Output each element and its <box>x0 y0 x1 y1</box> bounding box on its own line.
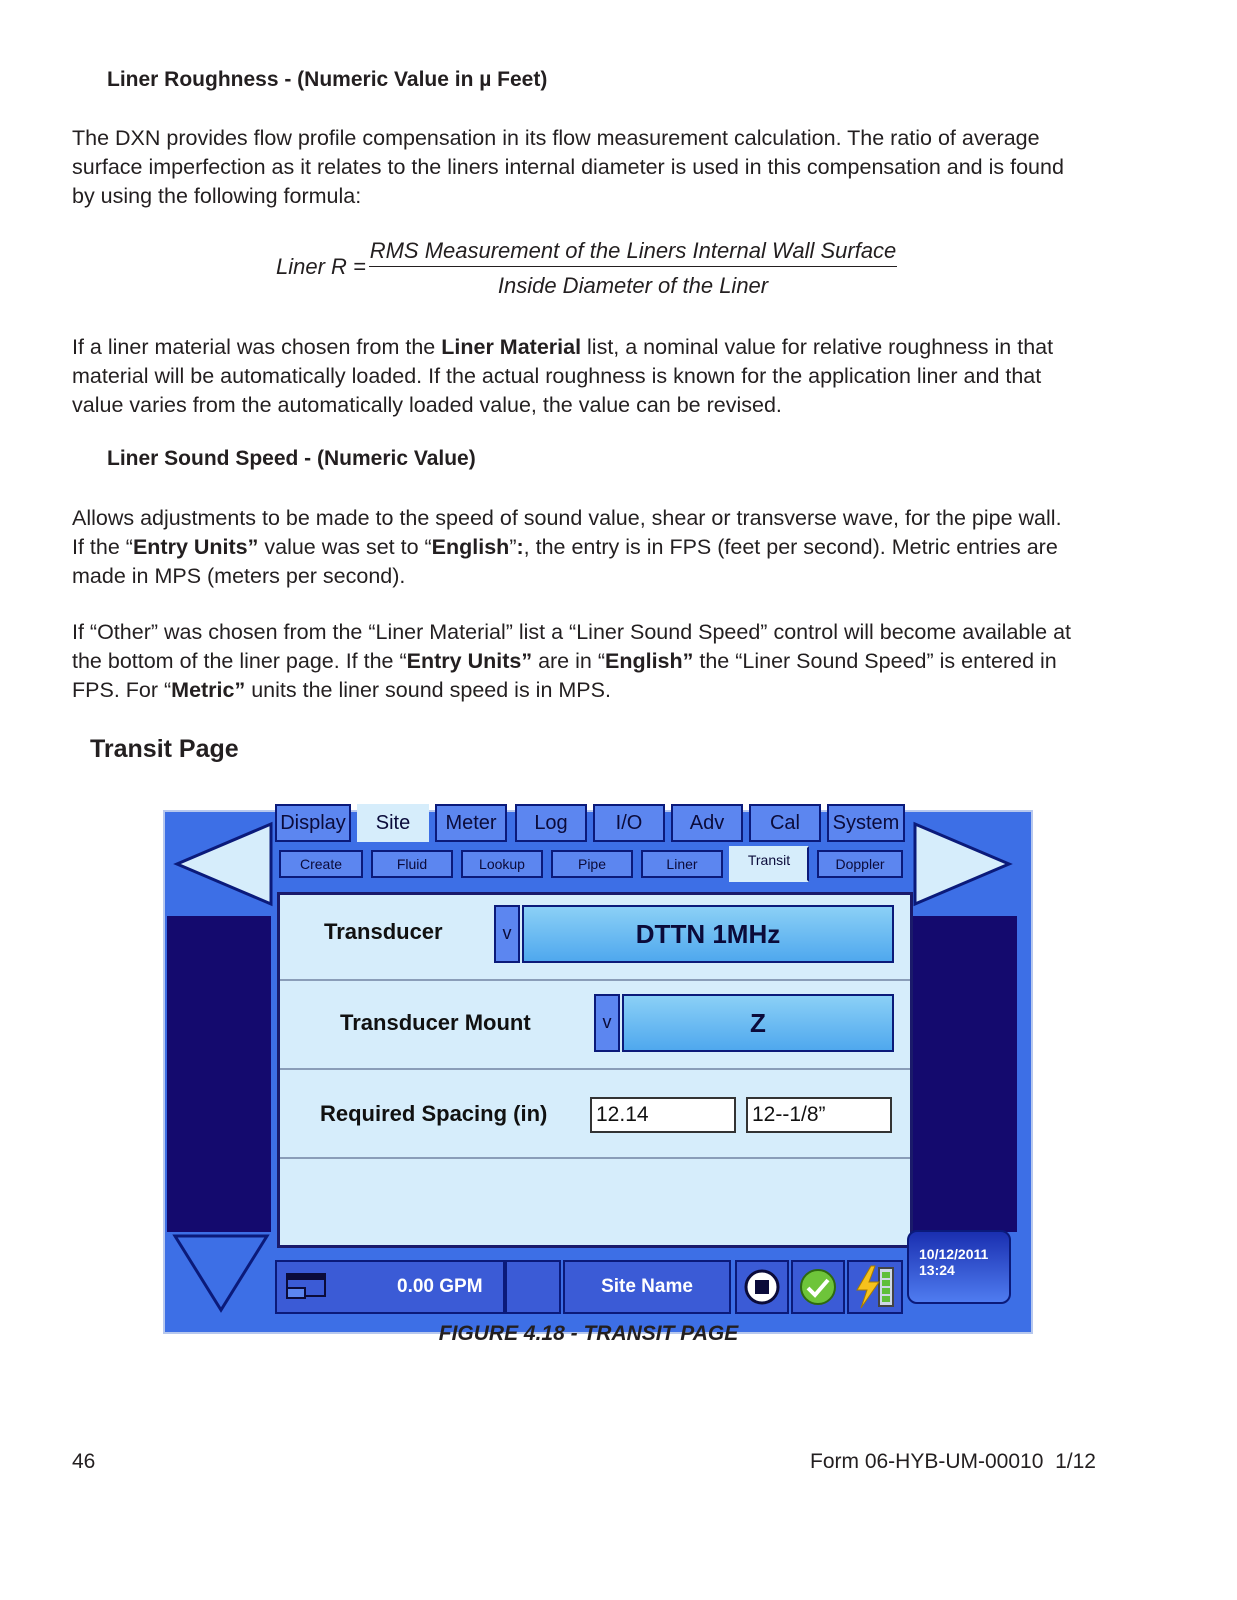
status-empty-cell <box>505 1260 561 1314</box>
p2-line-3: value varies from the automatically loaded value, the value can be revised. <box>72 393 782 417</box>
p4-t1: the bottom of the liner page. If the “ <box>72 649 407 673</box>
p4-b2: English” <box>604 649 694 673</box>
p3-t4: , the entry is in FPS (feet per second). Metric entries are <box>523 535 1058 559</box>
paragraph-4 <box>72 618 1071 705</box>
tab-adv[interactable]: Adv <box>671 804 743 842</box>
right-arrow-icon[interactable] <box>911 820 1015 908</box>
p3-b1: Entry Units” <box>132 535 259 559</box>
right-side-panel <box>911 916 1017 1232</box>
paragraph-1-line-3: by using the following formula: <box>72 184 362 208</box>
p2-bold: Liner Material <box>441 335 582 359</box>
page-number: 46 <box>72 1450 96 1473</box>
transducer-label: Transducer <box>324 919 443 944</box>
date-time-display <box>907 1230 1011 1304</box>
transducer-mount-dropdown-button[interactable]: v <box>594 994 620 1052</box>
transducer-mount-label: Transducer Mount <box>340 1010 531 1035</box>
subtab-create[interactable]: Create <box>279 850 363 878</box>
tab-display[interactable]: Display <box>275 804 351 842</box>
subtab-doppler[interactable]: Doppler <box>817 850 903 878</box>
separator <box>280 979 910 981</box>
p3-line-1: Allows adjustments to be made to the speed of sound value, shear or transverse wave, for the pipe wall. <box>72 506 1062 530</box>
subtab-lookup[interactable]: Lookup <box>461 850 543 878</box>
paragraph-1 <box>72 124 1064 211</box>
tab-meter[interactable]: Meter <box>435 804 507 842</box>
transducer-value-button[interactable]: DTTN 1MHz <box>522 905 894 963</box>
figure-caption: FIGURE 4.18 - TRANSIT PAGE <box>438 1322 739 1345</box>
subtab-liner[interactable]: Liner <box>641 850 723 878</box>
section-title-transit-page: Transit Page <box>90 735 239 763</box>
heading-liner-roughness: Liner Roughness - (Numeric Value in µ Feet) <box>107 68 548 91</box>
heading-liner-sound-speed: Liner Sound Speed - (Numeric Value) <box>107 447 476 470</box>
p2-text-2: list, a nominal value for relative roughness in that <box>581 335 1054 359</box>
p4-t4: FPS. For “ <box>72 678 172 702</box>
left-side-panel <box>167 916 271 1232</box>
window-icon[interactable] <box>285 1270 327 1302</box>
p3-t3: ” <box>509 535 517 559</box>
power-status-button[interactable] <box>847 1260 903 1314</box>
stop-icon <box>742 1267 782 1307</box>
form-number: Form 06-HYB-UM-00010 1/12 <box>810 1450 1096 1473</box>
tab-cal[interactable]: Cal <box>749 804 821 842</box>
separator <box>280 1157 910 1159</box>
p4-t3: the “Liner Sound Speed” is entered in <box>693 649 1057 673</box>
p4-line-1: If “Other” was chosen from the “Liner Material” list a “Liner Sound Speed” control will become available at <box>72 620 1072 644</box>
transducer-dropdown-button[interactable]: v <box>494 905 520 963</box>
tab-io[interactable]: I/O <box>593 804 665 842</box>
transit-page-screenshot <box>163 810 1033 1334</box>
time-text: 13:24 <box>919 1262 955 1278</box>
paragraph-2 <box>72 333 1053 420</box>
formula-denominator: Inside Diameter of the Liner <box>497 273 769 298</box>
date-text: 10/12/2011 <box>919 1246 989 1262</box>
flow-rate-value: 0.00 GPM <box>397 1276 483 1297</box>
left-arrow-icon[interactable] <box>171 820 275 908</box>
paragraph-3 <box>72 504 1062 591</box>
stop-button[interactable] <box>735 1260 789 1314</box>
p3-line-3: made in MPS (meters per second). <box>72 564 406 588</box>
flow-rate-display <box>275 1260 505 1314</box>
p3-t2: value was set to “ <box>258 535 432 559</box>
subtab-transit[interactable]: Transit <box>729 846 809 882</box>
formula-lhs: Liner R = <box>276 254 366 279</box>
p2-line-2: material will be automatically loaded. If the actual roughness is known for the application liner and that <box>72 364 1042 388</box>
transit-settings-panel <box>277 892 913 1248</box>
paragraph-1-line-1: The DXN provides flow profile compensation in its flow measurement calculation. The ratio of average <box>72 126 1040 150</box>
p4-b1: Entry Units” <box>406 649 533 673</box>
check-icon <box>798 1267 838 1307</box>
formula-numerator: RMS Measurement of the Liners Internal Wall Surface <box>369 238 897 267</box>
p3-t1: If the “ <box>72 535 133 559</box>
status-ok-button[interactable] <box>791 1260 845 1314</box>
battery-icon <box>851 1264 899 1310</box>
paragraph-1-line-2: surface imperfection as it relates to the liners internal diameter is used in this compensation and is found <box>72 155 1064 179</box>
down-arrow-icon[interactable] <box>171 1230 271 1316</box>
tab-system[interactable]: System <box>827 804 905 842</box>
p3-b3: : <box>516 535 524 559</box>
subtab-fluid[interactable]: Fluid <box>371 850 453 878</box>
required-spacing-decimal-field: 12.14 <box>590 1097 736 1133</box>
tab-log[interactable]: Log <box>515 804 587 842</box>
p2-text: If a liner material was chosen from the <box>72 335 442 359</box>
subtab-pipe[interactable]: Pipe <box>551 850 633 878</box>
p4-b3: Metric” <box>171 678 246 702</box>
transducer-mount-value-button[interactable]: Z <box>622 994 894 1052</box>
site-name-display: Site Name <box>563 1260 731 1314</box>
required-spacing-fraction-field: 12--1/8” <box>746 1097 892 1133</box>
required-spacing-label: Required Spacing (in) <box>320 1101 548 1126</box>
p4-t2: are in “ <box>532 649 605 673</box>
separator <box>280 1068 910 1070</box>
p4-t5: units the liner sound speed is in MPS. <box>245 678 611 702</box>
tab-site[interactable]: Site <box>357 804 429 842</box>
p3-b2: English <box>431 535 510 559</box>
